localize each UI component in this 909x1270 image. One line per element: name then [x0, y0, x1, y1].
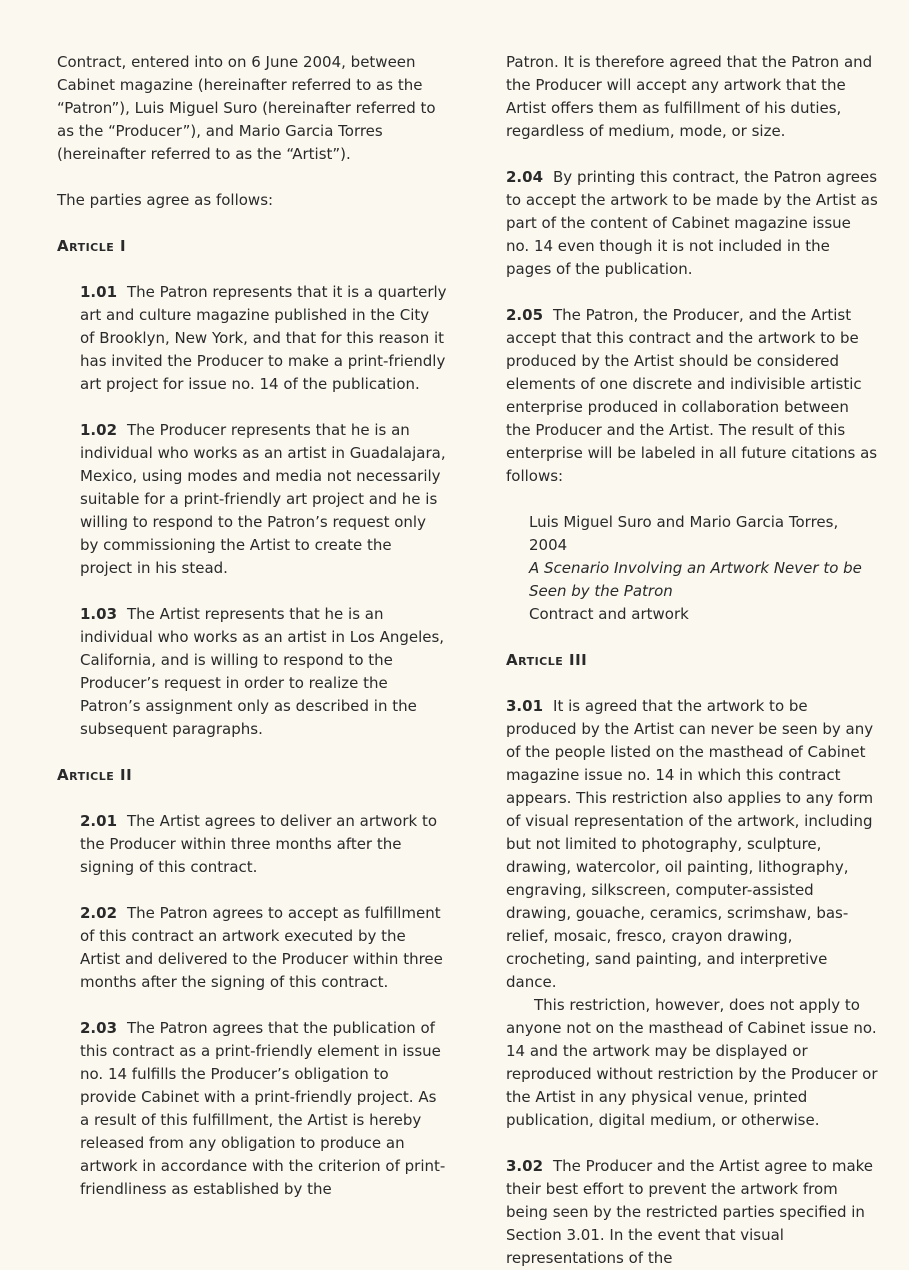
section-1-03 [57, 603, 447, 741]
citation-medium: Contract and artwork [529, 605, 689, 623]
section-number: 2.04 [506, 168, 544, 186]
article-2-heading: Article II [57, 766, 133, 784]
right-column [506, 51, 878, 1270]
section-text: By printing this contract, the Patron agrees to accept the artwork to be made by the Artist as part of the content of Cabinet magazine issue no. 14 even though it is not included in the pages of the publication. [506, 168, 878, 278]
section-text: The Artist represents that he is an individual who works as an artist in Los Angeles, California, and is willing to respond to the Producer’s request in order to realize the Patron’s assignment only as described in the subsequent paragraphs. [80, 605, 445, 738]
section-text: The Producer and the Artist agree to make their best effort to prevent the artwork from being seen by the restricted parties specified in Section 3.01. In the event that visual representations of the [506, 1157, 874, 1267]
citation-block [506, 511, 878, 626]
section-number: 2.01 [80, 812, 118, 830]
section-text: The Producer represents that he is an individual who works as an artist in Guadalajara, Mexico, using modes and media not necessarily suitable for a print-friendly art project and he is willing to respond to the Patron’s request only by commissioning the Artist to create the project in his stead. [80, 421, 446, 577]
section-number: 3.02 [506, 1157, 544, 1175]
left-column [57, 51, 447, 1201]
section-number: 1.02 [80, 421, 118, 439]
section-2-02 [57, 902, 447, 994]
section-text: It is agreed that the artwork to be produced by the Artist can never be seen by any of the people listed on the masthead of Cabinet magazine issue no. 14 in which this contract appears. This restriction also applies to any form of visual representation of the artwork, including but not limited to photography, sculpture, drawing, watercolor, oil painting, lithography, engraving, silkscreen, computer-assisted drawing, gouache, ceramics, scrimshaw, bas-relief, mosaic, fresco, crayon drawing, crocheting, sand painting, and interpretive dance. [506, 697, 874, 991]
citation-title: A Scenario Involving an Artwork Never to be Seen by the Patron [529, 559, 862, 600]
article-3-heading: Article III [506, 651, 588, 669]
section-2-01 [57, 810, 447, 879]
section-1-01 [57, 281, 447, 396]
section-2-05 [506, 304, 878, 488]
section-3-02 [506, 1155, 878, 1270]
section-number: 2.05 [506, 306, 544, 324]
article-1-heading: Article I [57, 237, 127, 255]
section-text: The Artist agrees to deliver an artwork to the Producer within three months after the signing of this contract. [80, 812, 437, 876]
section-number: 1.03 [80, 605, 118, 623]
section-2-03-continued: Patron. It is therefore agreed that the Patron and the Producer will accept any artwork that the Artist offers them as fulfillment of his duties, regardless of medium, mode, or size. [506, 53, 873, 140]
citation-authors: Luis Miguel Suro and Mario Garcia Torres, 2004 [529, 513, 839, 554]
section-2-04 [506, 166, 878, 281]
section-3-01-continuation: This restriction, however, does not apply to anyone not on the masthead of Cabinet issue no. 14 and the artwork may be displayed or reproduced without restriction by the Producer or the Artist in any physical venue, printed publication, digital medium, or otherwise. [506, 996, 878, 1129]
section-text: The Patron agrees that the publication of this contract as a print-friendly element in issue no. 14 fulfills the Producer’s obligation to provide Cabinet with a print-friendly project. As a result of this fulfillment, the Artist is hereby released from any obligation to produce an artwork in accordance with the criterion of print-friendliness as established by the [80, 1019, 446, 1198]
section-number: 2.03 [80, 1019, 118, 1037]
section-number: 1.01 [80, 283, 118, 301]
section-number: 3.01 [506, 697, 544, 715]
section-2-03 [57, 1017, 447, 1201]
section-text: The Patron represents that it is a quarterly art and culture magazine published in the City of Brooklyn, New York, and that for this reason it has invited the Producer to make a print-friendly art project for issue no. 14 of the publication. [80, 283, 447, 393]
contract-intro: Contract, entered into on 6 June 2004, between Cabinet magazine (hereinafter referred to as the “Patron”), Luis Miguel Suro (hereinafter referred to as the “Producer”), and Mario Garcia Torres (hereinafter referred to as the “Artist”). [57, 53, 436, 163]
section-1-02 [57, 419, 447, 580]
agree-statement: The parties agree as follows: [57, 191, 274, 209]
section-3-01 [506, 695, 878, 994]
section-text: The Patron, the Producer, and the Artist accept that this contract and the artwork to be produced by the Artist should be considered elements of one discrete and indivisible artistic enterprise produced in collaboration between the Producer and the Artist. The result of this enterprise will be labeled in all future citations as follows: [506, 306, 878, 485]
section-text: The Patron agrees to accept as fulfillment of this contract an artwork executed by the Artist and delivered to the Producer within three months after the signing of this contract. [80, 904, 443, 991]
section-number: 2.02 [80, 904, 118, 922]
